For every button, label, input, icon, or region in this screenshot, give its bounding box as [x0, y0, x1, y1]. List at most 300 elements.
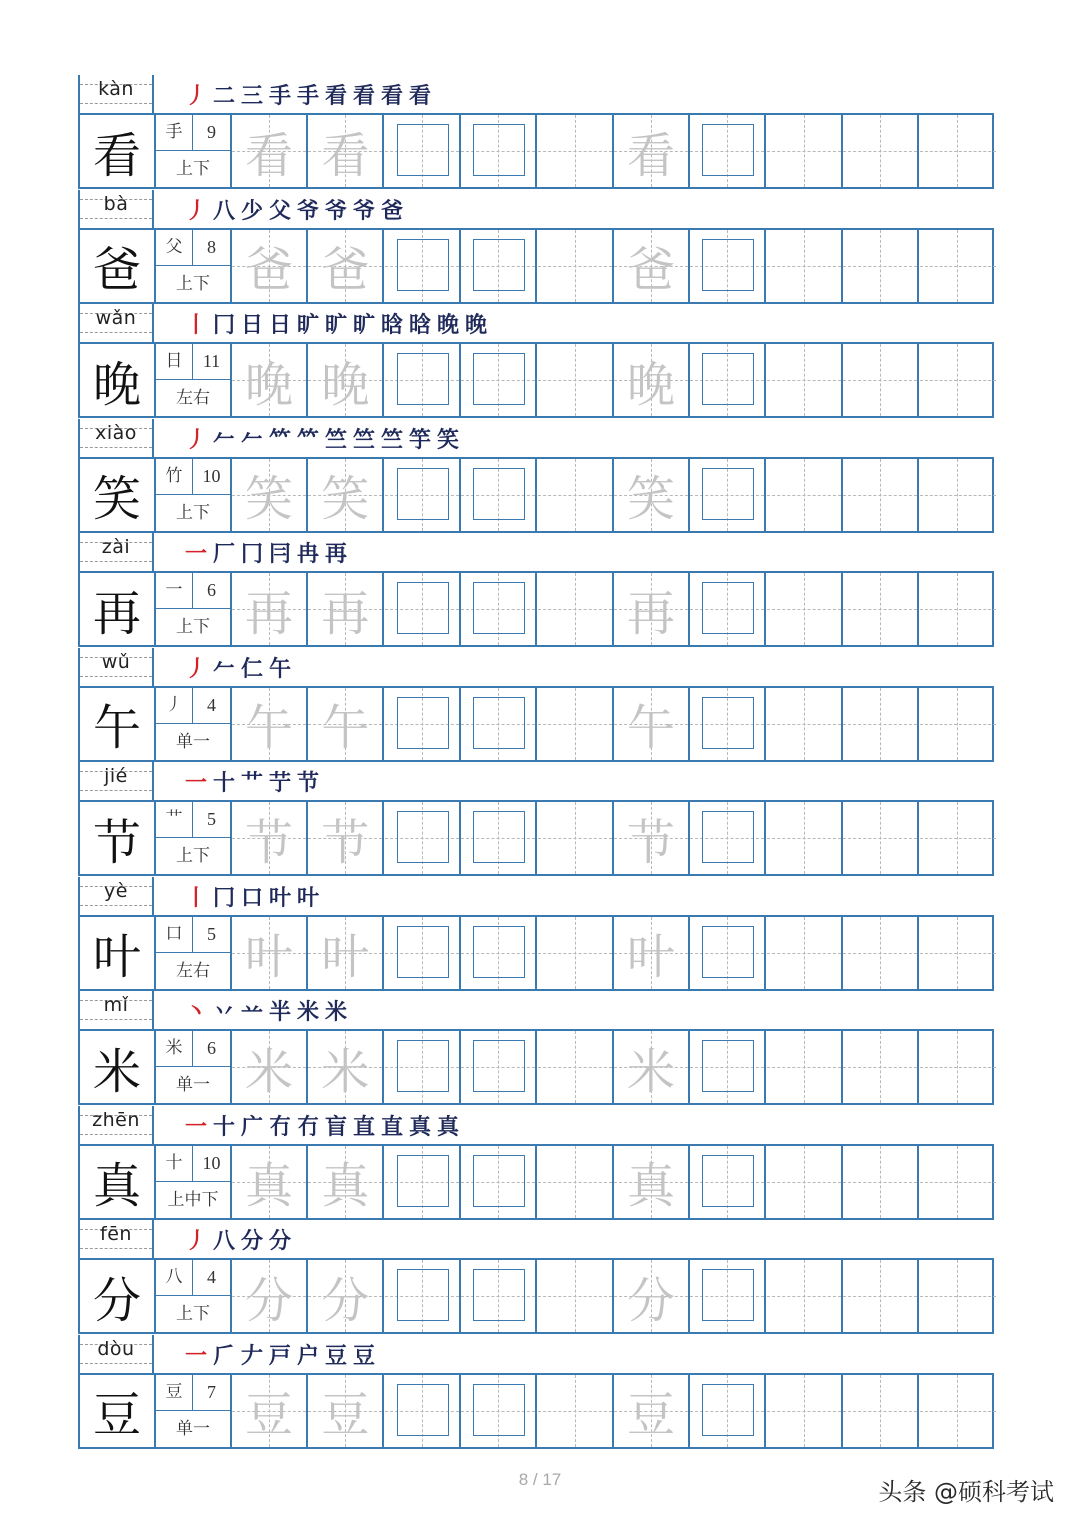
- stroke-step: [294, 995, 322, 1026]
- practice-cell[interactable]: [920, 688, 996, 760]
- practice-box: [397, 926, 449, 978]
- trace-character: 米: [626, 1043, 675, 1100]
- stroke-glyph: 𥫗: [296, 426, 319, 453]
- pinyin-box: [78, 991, 154, 1029]
- practice-cell[interactable]: [767, 1146, 843, 1218]
- stroke-step: [182, 881, 210, 912]
- practice-cell[interactable]: [843, 1031, 919, 1103]
- stroke-glyph: 午: [268, 655, 291, 682]
- practice-cell[interactable]: [461, 1146, 537, 1218]
- model-character: 真: [80, 1146, 156, 1218]
- stroke-glyph: 分: [268, 1228, 291, 1254]
- practice-cell[interactable]: [538, 1031, 614, 1103]
- practice-cell[interactable]: [767, 573, 843, 645]
- practice-cell[interactable]: [843, 1146, 919, 1218]
- practice-cell[interactable]: [767, 917, 843, 989]
- practice-cell[interactable]: [690, 1260, 766, 1332]
- practice-cell[interactable]: [538, 1146, 614, 1218]
- practice-cell[interactable]: [232, 230, 308, 302]
- stroke-glyph: 晚: [464, 312, 487, 338]
- practice-cell[interactable]: [690, 1375, 766, 1447]
- pinyin-row: [78, 648, 994, 686]
- stroke-glyph: 少: [240, 197, 263, 224]
- stroke-count: 10: [202, 1152, 221, 1173]
- practice-cell[interactable]: [385, 344, 461, 416]
- stroke-step: [322, 423, 350, 454]
- practice-cell[interactable]: [767, 1031, 843, 1103]
- practice-cell[interactable]: [767, 459, 843, 531]
- practice-cell[interactable]: [538, 573, 614, 645]
- stroke-step: [238, 423, 266, 454]
- structure: 上下: [176, 1304, 210, 1324]
- practice-cell[interactable]: [232, 917, 308, 989]
- pinyin: zhēn: [92, 1108, 140, 1131]
- practice-box: [397, 697, 449, 749]
- practice-cell[interactable]: [232, 1031, 308, 1103]
- practice-cell[interactable]: [461, 1260, 537, 1332]
- practice-cell[interactable]: [614, 802, 690, 874]
- model-character: 叶: [80, 917, 156, 989]
- practice-cell[interactable]: [767, 344, 843, 416]
- stroke-step: [238, 537, 266, 568]
- practice-box: [397, 1155, 449, 1207]
- stroke-step: [182, 766, 210, 797]
- practice-cell[interactable]: [843, 1260, 919, 1332]
- stroke-glyph: 八: [212, 1228, 235, 1254]
- practice-cell[interactable]: [232, 802, 308, 874]
- writing-grid: [78, 571, 994, 647]
- stroke-glyph: 𠂇: [240, 1342, 263, 1369]
- practice-cell[interactable]: [385, 573, 461, 645]
- pinyin-row: [78, 304, 994, 342]
- stroke-step: [350, 194, 378, 225]
- practice-box: [397, 1384, 449, 1436]
- practice-cell[interactable]: [385, 688, 461, 760]
- stroke-glyph: 日: [268, 312, 291, 338]
- stroke-step: [294, 423, 322, 454]
- practice-cell[interactable]: [538, 115, 614, 187]
- pinyin-box: [78, 1220, 154, 1258]
- character-info: [156, 1146, 232, 1218]
- stroke-step: [210, 1224, 238, 1255]
- pinyin: kàn: [98, 78, 134, 100]
- trace-character: 晚: [626, 356, 675, 413]
- practice-cell[interactable]: [385, 1260, 461, 1332]
- practice-box: [473, 468, 525, 520]
- stroke-step: [406, 1110, 434, 1141]
- character-section: [78, 1220, 994, 1335]
- practice-box: [473, 1269, 525, 1321]
- practice-cell[interactable]: [843, 459, 919, 531]
- practice-cell[interactable]: [614, 344, 690, 416]
- stroke-step: [238, 194, 266, 225]
- practice-cell[interactable]: [690, 344, 766, 416]
- stroke-glyph: 看: [380, 83, 403, 109]
- practice-cell[interactable]: [920, 459, 996, 531]
- practice-cell[interactable]: [614, 573, 690, 645]
- stroke-glyph: 仁: [240, 655, 263, 682]
- practice-cell[interactable]: [614, 917, 690, 989]
- structure: 上下: [176, 159, 210, 179]
- pinyin-box: [78, 1335, 154, 1373]
- trace-character: 再: [626, 585, 675, 642]
- pinyin: jié: [104, 765, 128, 787]
- practice-cell[interactable]: [538, 1260, 614, 1332]
- practice-cell[interactable]: [614, 115, 690, 187]
- character-info: [156, 802, 232, 874]
- radical: 父: [156, 230, 193, 265]
- stroke-step: [238, 1339, 266, 1370]
- trace-character: 看: [321, 127, 370, 184]
- practice-cell[interactable]: [920, 1375, 996, 1447]
- stroke-glyph: 直: [380, 1113, 403, 1140]
- practice-box: [702, 811, 754, 863]
- stroke-step: [378, 194, 406, 225]
- practice-box: [473, 124, 525, 176]
- trace-character: 米: [321, 1043, 370, 1100]
- practice-cell[interactable]: [767, 1260, 843, 1332]
- practice-cell[interactable]: [385, 1375, 461, 1447]
- practice-cell[interactable]: [690, 688, 766, 760]
- practice-cell[interactable]: [614, 230, 690, 302]
- stroke-glyph: 竽: [408, 426, 431, 453]
- stroke-step: [350, 308, 378, 339]
- stroke-glyph: 八: [212, 197, 235, 224]
- stroke-step: [238, 881, 266, 912]
- practice-cell[interactable]: [232, 459, 308, 531]
- stroke-step: [322, 537, 350, 568]
- practice-box: [702, 582, 754, 634]
- practice-cell[interactable]: [461, 1031, 537, 1103]
- practice-cell[interactable]: [308, 1146, 384, 1218]
- stroke-step: [434, 308, 462, 339]
- practice-cell[interactable]: [920, 1260, 996, 1332]
- trace-character: 分: [321, 1272, 370, 1329]
- stroke-step: [238, 1110, 266, 1141]
- stroke-step: [210, 652, 238, 683]
- practice-cell[interactable]: [843, 573, 919, 645]
- trace-character: 叶: [321, 929, 370, 985]
- practice-cell[interactable]: [690, 459, 766, 531]
- radical: 手: [156, 115, 193, 150]
- practice-cell[interactable]: [308, 917, 384, 989]
- stroke-order: [182, 1339, 378, 1373]
- watermark: 头条 @硕科考试: [878, 1478, 1054, 1506]
- practice-box: [397, 468, 449, 520]
- practice-cell[interactable]: [767, 1375, 843, 1447]
- writing-grid: [78, 228, 994, 304]
- practice-cell[interactable]: [538, 802, 614, 874]
- radical: 日: [156, 344, 193, 379]
- practice-cell[interactable]: [690, 1031, 766, 1103]
- model-character: 豆: [80, 1375, 156, 1447]
- practice-box: [397, 124, 449, 176]
- stroke-glyph: 直: [352, 1113, 375, 1140]
- practice-cell[interactable]: [232, 1375, 308, 1447]
- practice-cell[interactable]: [385, 459, 461, 531]
- model-character: 笑: [80, 459, 156, 531]
- model-character: 晚: [80, 344, 156, 416]
- trace-character: 分: [626, 1272, 675, 1329]
- writing-grid: [78, 1258, 994, 1334]
- stroke-step: [182, 1224, 210, 1255]
- character-section: [78, 190, 994, 305]
- stroke-glyph: 冃: [268, 541, 291, 567]
- practice-cell[interactable]: [843, 230, 919, 302]
- stroke-glyph: 竺: [380, 426, 403, 453]
- trace-character: 笑: [244, 471, 293, 527]
- pinyin-row: [78, 1220, 994, 1258]
- stroke-glyph: 手: [296, 83, 319, 109]
- practice-cell[interactable]: [920, 344, 996, 416]
- practice-box: [473, 697, 525, 749]
- stroke-glyph: 𠂉: [212, 655, 235, 682]
- stroke-glyph: 冇: [296, 1113, 319, 1140]
- practice-cell[interactable]: [843, 688, 919, 760]
- practice-cell[interactable]: [461, 917, 537, 989]
- stroke-glyph: 艹: [240, 770, 263, 796]
- practice-cell[interactable]: [690, 1146, 766, 1218]
- practice-cell[interactable]: [538, 230, 614, 302]
- stroke-step: [210, 766, 238, 797]
- trace-character: 节: [321, 814, 370, 871]
- stroke-glyph: 䒑: [240, 999, 263, 1025]
- stroke-step: [182, 1339, 210, 1370]
- practice-cell[interactable]: [385, 1146, 461, 1218]
- practice-cell[interactable]: [614, 1031, 690, 1103]
- practice-cell[interactable]: [308, 1375, 384, 1447]
- practice-box: [397, 582, 449, 634]
- pinyin: xiào: [95, 421, 137, 444]
- stroke-step: [266, 881, 294, 912]
- practice-cell[interactable]: [461, 459, 537, 531]
- practice-cell[interactable]: [538, 459, 614, 531]
- practice-box: [702, 124, 754, 176]
- practice-cell[interactable]: [308, 1260, 384, 1332]
- practice-box: [702, 1155, 754, 1207]
- character-section: [78, 419, 994, 534]
- practice-cell[interactable]: [920, 1146, 996, 1218]
- stroke-step: [182, 995, 210, 1026]
- stroke-order: [182, 1110, 462, 1144]
- stroke-glyph: 丿: [184, 655, 207, 682]
- practice-cell[interactable]: [308, 573, 384, 645]
- writing-grid: [78, 457, 994, 533]
- practice-cell[interactable]: [843, 344, 919, 416]
- practice-cell[interactable]: [767, 115, 843, 187]
- practice-cell[interactable]: [308, 802, 384, 874]
- practice-cell[interactable]: [308, 230, 384, 302]
- stroke-glyph: 竺: [352, 426, 375, 453]
- structure: 单一: [176, 1418, 210, 1439]
- stroke-glyph: 爷: [352, 197, 375, 224]
- practice-cell[interactable]: [385, 1031, 461, 1103]
- practice-cell[interactable]: [690, 917, 766, 989]
- practice-cell[interactable]: [614, 688, 690, 760]
- stroke-glyph: 𠂉: [212, 426, 235, 453]
- stroke-glyph: 分: [240, 1228, 263, 1254]
- practice-box: [702, 1384, 754, 1436]
- practice-cell[interactable]: [461, 573, 537, 645]
- practice-cell[interactable]: [843, 115, 919, 187]
- radical: 丿: [156, 688, 193, 723]
- pinyin-row: [78, 1335, 994, 1373]
- practice-cell[interactable]: [232, 1260, 308, 1332]
- pinyin: bà: [103, 192, 129, 215]
- pinyin: yè: [104, 879, 128, 902]
- stroke-step: [406, 79, 434, 110]
- stroke-step: [462, 308, 490, 339]
- practice-cell[interactable]: [385, 802, 461, 874]
- practice-cell[interactable]: [690, 802, 766, 874]
- practice-cell[interactable]: [614, 1375, 690, 1447]
- practice-cell[interactable]: [232, 573, 308, 645]
- practice-cell[interactable]: [308, 1031, 384, 1103]
- practice-cell[interactable]: [767, 230, 843, 302]
- stroke-glyph: 一: [184, 541, 207, 567]
- stroke-glyph: 丿: [184, 197, 207, 224]
- practice-cell[interactable]: [461, 230, 537, 302]
- trace-character: 午: [321, 700, 370, 756]
- practice-box: [397, 1040, 449, 1092]
- practice-cell[interactable]: [614, 1146, 690, 1218]
- practice-cell[interactable]: [232, 344, 308, 416]
- practice-cell[interactable]: [461, 802, 537, 874]
- stroke-glyph: 丨: [184, 884, 207, 911]
- stroke-glyph: 𠂆: [212, 1342, 235, 1369]
- practice-box: [473, 1384, 525, 1436]
- stroke-glyph: 晗: [408, 312, 431, 338]
- practice-cell[interactable]: [461, 1375, 537, 1447]
- practice-cell[interactable]: [843, 802, 919, 874]
- stroke-glyph: 十: [212, 1113, 235, 1140]
- pinyin-box: [78, 1106, 154, 1144]
- character-section: [78, 877, 994, 992]
- practice-cell[interactable]: [690, 115, 766, 187]
- stroke-step: [238, 652, 266, 683]
- practice-cell[interactable]: [690, 230, 766, 302]
- character-section: [78, 533, 994, 648]
- practice-cell[interactable]: [232, 688, 308, 760]
- stroke-step: [182, 79, 210, 110]
- stroke-glyph: 盲: [324, 1113, 347, 1140]
- practice-cell[interactable]: [385, 917, 461, 989]
- trace-character: 真: [244, 1158, 293, 1214]
- practice-cell[interactable]: [232, 1146, 308, 1218]
- character-info: [156, 1375, 232, 1447]
- practice-cell[interactable]: [767, 802, 843, 874]
- practice-cell[interactable]: [920, 115, 996, 187]
- stroke-glyph: 艼: [268, 770, 291, 796]
- pinyin-row: [78, 991, 994, 1029]
- practice-box: [473, 239, 525, 291]
- practice-cell[interactable]: [308, 459, 384, 531]
- radical: 一: [156, 573, 193, 608]
- character-info: [156, 344, 232, 416]
- practice-cell[interactable]: [920, 802, 996, 874]
- pinyin-row: [78, 190, 994, 228]
- practice-cell[interactable]: [385, 230, 461, 302]
- pinyin-row: [78, 75, 994, 113]
- practice-cell[interactable]: [538, 917, 614, 989]
- structure: 左右: [176, 960, 210, 981]
- stroke-step: [322, 308, 350, 339]
- practice-cell[interactable]: [538, 688, 614, 760]
- stroke-glyph: 豆: [324, 1342, 347, 1369]
- stroke-glyph: 丶: [184, 999, 207, 1025]
- stroke-glyph: 三: [240, 83, 263, 109]
- character-section: [78, 1335, 994, 1450]
- stroke-step: [210, 995, 238, 1026]
- practice-cell[interactable]: [920, 573, 996, 645]
- practice-cell[interactable]: [461, 344, 537, 416]
- pinyin-box: [78, 533, 154, 571]
- trace-character: 豆: [321, 1387, 370, 1443]
- stroke-glyph: 晗: [380, 312, 403, 338]
- trace-character: 叶: [626, 929, 675, 985]
- stroke-step: [210, 308, 238, 339]
- practice-cell[interactable]: [538, 1375, 614, 1447]
- practice-cell[interactable]: [538, 344, 614, 416]
- practice-cell[interactable]: [614, 459, 690, 531]
- stroke-order: [182, 308, 490, 342]
- practice-cell[interactable]: [767, 688, 843, 760]
- character-info: [156, 115, 232, 187]
- model-character: 看: [80, 115, 156, 187]
- pinyin-row: [78, 1106, 994, 1144]
- pinyin: mǐ: [103, 994, 129, 1016]
- structure: 上下: [176, 273, 210, 294]
- practice-cell[interactable]: [920, 230, 996, 302]
- practice-box: [397, 1269, 449, 1321]
- practice-cell[interactable]: [920, 1031, 996, 1103]
- stroke-count: 11: [202, 351, 221, 371]
- page-number: 8 / 17: [518, 1470, 562, 1489]
- stroke-glyph: 真: [436, 1113, 459, 1140]
- practice-box: [702, 353, 754, 405]
- practice-cell[interactable]: [232, 115, 308, 187]
- trace-character: 爸: [244, 242, 293, 298]
- stroke-order: [182, 537, 350, 571]
- practice-cell[interactable]: [461, 688, 537, 760]
- stroke-glyph: 口: [240, 884, 263, 911]
- practice-cell[interactable]: [461, 115, 537, 187]
- stroke-glyph: 看: [324, 83, 347, 109]
- practice-box: [473, 582, 525, 634]
- practice-cell[interactable]: [308, 344, 384, 416]
- practice-box: [397, 353, 449, 405]
- practice-cell[interactable]: [614, 1260, 690, 1332]
- stroke-step: [294, 537, 322, 568]
- practice-cell[interactable]: [843, 917, 919, 989]
- stroke-glyph: 戸: [268, 1342, 291, 1369]
- practice-cell[interactable]: [308, 115, 384, 187]
- pinyin-box: [78, 762, 154, 800]
- stroke-step: [266, 995, 294, 1026]
- practice-cell[interactable]: [308, 688, 384, 760]
- stroke-glyph: 丿: [184, 426, 207, 453]
- pinyin-row: [78, 877, 994, 915]
- practice-cell[interactable]: [843, 1375, 919, 1447]
- practice-cell[interactable]: [385, 115, 461, 187]
- stroke-step: [322, 1110, 350, 1141]
- practice-cell[interactable]: [920, 917, 996, 989]
- trace-character: 再: [321, 585, 370, 642]
- practice-cell[interactable]: [690, 573, 766, 645]
- character-section: [78, 648, 994, 763]
- stroke-step: [434, 1110, 462, 1141]
- trace-character: 晚: [244, 356, 293, 413]
